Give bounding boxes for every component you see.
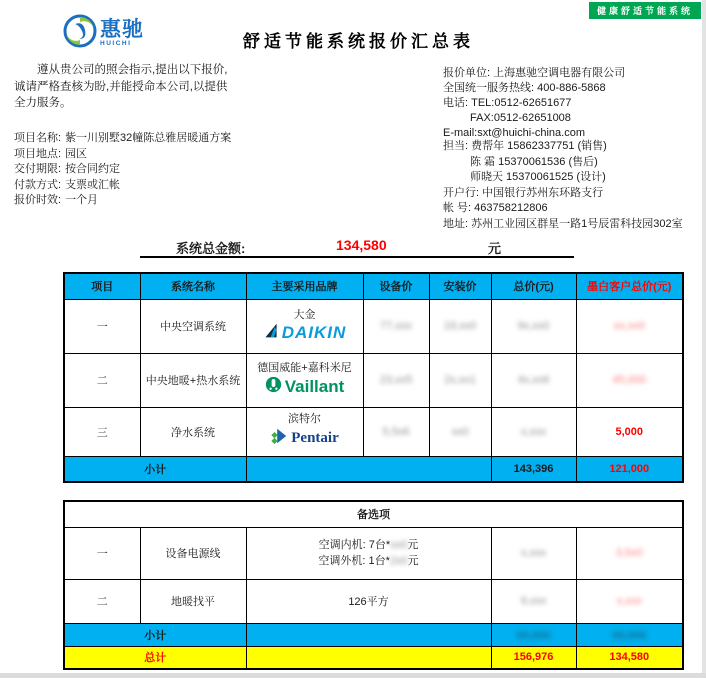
col-header-install-price: 安装价 [429, 273, 491, 299]
opt1-total [491, 527, 576, 579]
masked-value: xx,xxx [516, 628, 551, 641]
payment-method-value: 支票或汇帐 [65, 178, 121, 191]
payment-method-label: 付款方式: [14, 178, 62, 191]
fax-line: FAX:0512-62651008 [470, 112, 571, 124]
opt1-no: 一 [64, 527, 140, 579]
window-edge-right [702, 0, 706, 678]
design-contact-line: 师晓天 15370061525 (设计) [470, 171, 606, 183]
opt2-desc: 126平方 [246, 579, 491, 623]
aftersales-contact-line: 陈 霜 15370061536 (售后) [470, 155, 598, 168]
hotline-line: 全国统一服务热线: 400-886-5868 [443, 82, 606, 94]
masked-value: 2x0 [389, 555, 408, 567]
logo-en-text: HUICHI [100, 40, 132, 47]
desc-text: 空调外机: 1台* [318, 555, 390, 567]
opt1-desc [246, 527, 491, 579]
optional-items-table [63, 500, 684, 670]
optional-header-row [64, 501, 683, 527]
row3-system-name: 净水系统 [140, 407, 246, 456]
logo-text [100, 20, 144, 47]
grand-total-amount: 156,976 [491, 646, 576, 669]
logo-swirl-icon [63, 14, 97, 53]
opt1-name: 设备电源线 [140, 527, 246, 579]
vaillant-wordmark: Vaillant [284, 377, 345, 397]
opt2-name: 地暖找平 [140, 579, 246, 623]
optional-subtotal-client [576, 623, 683, 646]
window-edge-bottom [0, 673, 706, 678]
staff-bank-info [443, 139, 683, 232]
grand-total-row [64, 646, 683, 669]
subtotal-label: 小计 [64, 456, 246, 482]
row2-total-price [491, 353, 576, 407]
row3-no: 三 [64, 407, 140, 456]
optional-subtotal-label: 小计 [64, 623, 246, 646]
optional-subtotal-row [64, 623, 683, 646]
col-header-client-total: 墨白客户总价(元) [576, 273, 683, 299]
row2-system-name: 中央地暖+热水系统 [140, 353, 246, 407]
table-row-water [64, 407, 683, 456]
logo-cn-text: 惠驰 [100, 18, 144, 41]
row2-no: 二 [64, 353, 140, 407]
bank-line: 开户行: 中国银行苏州东环路支行 [443, 186, 604, 199]
desc-text: 空调内机: 7台* [318, 538, 391, 551]
daikin-logo-icon [263, 323, 279, 344]
masked-value: 45,000 [612, 374, 647, 386]
opt2-client [576, 579, 683, 623]
daikin-wordmark: DAIKIN [281, 323, 347, 343]
optional-header: 备选项 [64, 501, 683, 527]
masked-value: x,xxx [520, 425, 547, 438]
opt2-no: 二 [64, 579, 140, 623]
row1-client-price [576, 299, 683, 353]
row1-install-price [429, 299, 491, 353]
payment-method-line [14, 178, 231, 194]
col-header-system: 系统名称 [140, 273, 246, 299]
system-total-unit: 元 [488, 241, 502, 256]
masked-value: 9,xxx [520, 595, 547, 607]
table-row-heating [64, 353, 683, 407]
row1-no: 一 [64, 299, 140, 353]
masked-value: 3,5x0 [615, 547, 643, 559]
subtotal-client: 121,000 [576, 456, 683, 482]
system-total-underline [140, 256, 574, 258]
row1-equip-price [363, 299, 429, 353]
row2-install-price [429, 353, 491, 407]
row3-brand-label: 滨特尔 [288, 413, 321, 426]
masked-value: 4x,xx6 [517, 374, 550, 386]
grand-total-label: 总计 [64, 646, 246, 669]
row3-install-price [429, 407, 491, 456]
system-total-label: 系统总金额: [176, 241, 246, 256]
masked-value: xx0 [390, 538, 408, 551]
opt1-desc-line2 [249, 553, 489, 570]
quote-validity-line [14, 193, 231, 209]
masked-value: xx,xx0 [613, 320, 645, 332]
masked-value: x,xxx [520, 547, 547, 559]
masked-value: x,xxx [616, 595, 642, 607]
intro-paragraph: 遵从贵公司的照会指示,提出以下报价,诚请严格查核为盼,并能授命本公司,以提供全力服务。 [14, 64, 228, 110]
row1-system-name: 中央空调系统 [140, 299, 246, 353]
col-header-item: 项目 [64, 273, 140, 299]
address-line: 地址: 苏州工业园区群星一路1号辰雷科技园302室 [443, 217, 683, 230]
optional-subtotal-spacer [246, 623, 491, 646]
row3-equip-price [363, 407, 429, 456]
quote-company-line: 报价单位: 上海惠驰空调电器有限公司 [443, 67, 626, 79]
delivery-term-label: 交付期限: [14, 163, 62, 175]
project-info [14, 131, 231, 209]
account-line: 帐 号: 463758212806 [443, 202, 548, 214]
quote-validity-value: 一个月 [65, 194, 99, 206]
grand-total-spacer [246, 646, 491, 669]
masked-value: xx0 [451, 425, 469, 438]
project-name-line [14, 131, 231, 147]
company-logo [63, 14, 144, 53]
col-header-total-price: 总价(元) [491, 273, 576, 299]
row1-total-price [491, 299, 576, 353]
sales-contact-line: 担当: 费帮年 15862337751 (销售) [443, 140, 607, 152]
row3-client-price: 5,000 [576, 407, 683, 456]
row2-equip-price [363, 353, 429, 407]
subtotal-total: 143,396 [491, 456, 576, 482]
table-row-hvac [64, 299, 683, 353]
masked-value: 5,5x6 [382, 425, 410, 438]
contact-info [443, 66, 625, 141]
email-line: E-mail:sxt@huichi-china.com [443, 127, 585, 139]
project-name-value: 紫一川别墅32幢陈总雅居暖通方案 [65, 132, 232, 144]
pentair-wordmark: Pentair [291, 430, 339, 446]
project-location-line [14, 147, 231, 163]
masked-value: 9x,xx0 [517, 320, 550, 332]
row2-brand-cell [246, 353, 363, 407]
project-name-label: 项目名称: [14, 132, 62, 144]
desc-text: 元 [407, 555, 419, 567]
masked-value: 19,xx0 [443, 320, 477, 332]
quote-validity-label: 报价时效: [14, 194, 62, 206]
subtotal-spacer [246, 456, 491, 482]
vaillant-logo-icon [265, 376, 282, 398]
col-header-brand: 主要采用品牌 [246, 273, 363, 299]
system-total-amount: 134,580 [336, 237, 387, 253]
masked-value: 2x,xx1 [444, 374, 476, 386]
row1-brand-cell [246, 299, 363, 353]
subtotal-row [64, 456, 683, 482]
row3-brand-cell [246, 407, 363, 456]
tel-line: 电话: TEL:0512-62651677 [443, 97, 572, 109]
row2-client-price [576, 353, 683, 407]
opt2-total [491, 579, 576, 623]
page-title: 舒适节能系统报价汇总表 [243, 32, 474, 51]
row3-total-price [491, 407, 576, 456]
opt1-client [576, 527, 683, 579]
optional-row-power-cable [64, 527, 683, 579]
opt1-desc-line1 [249, 537, 489, 554]
masked-value: xx,xxx [612, 628, 647, 641]
delivery-term-value: 按合同约定 [65, 163, 121, 175]
masked-value: 77,xxx [380, 320, 412, 332]
row1-brand-label: 大金 [293, 308, 316, 321]
row2-brand-label: 德国威能+嘉科米尼 [257, 362, 352, 375]
masked-value: 23,xx5 [379, 374, 413, 386]
main-quotation-table [63, 272, 684, 483]
grand-total-client: 134,580 [576, 646, 683, 669]
health-slogan-badge: 健康舒适节能系统 [589, 2, 701, 19]
optional-subtotal-total [491, 623, 576, 646]
project-location-label: 项目地点: [14, 147, 62, 160]
table-header-row [64, 273, 683, 299]
project-location-value: 园区 [65, 147, 88, 160]
delivery-term-line [14, 162, 231, 178]
desc-text: 元 [407, 538, 419, 551]
col-header-equip-price: 设备价 [363, 273, 429, 299]
optional-row-floor-leveling [64, 579, 683, 623]
pentair-logo-icon [270, 427, 288, 450]
